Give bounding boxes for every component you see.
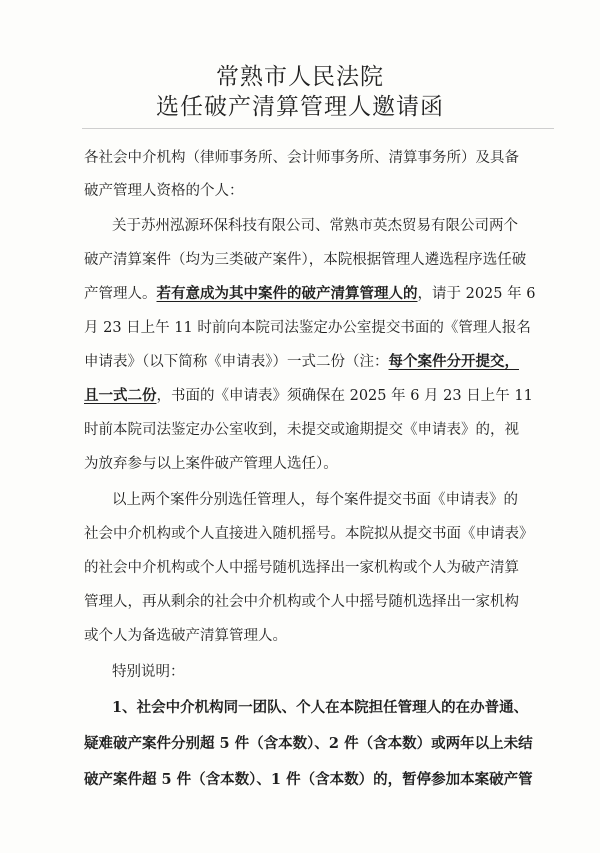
paragraph-2-line-5: 或个人为备选破产清算管理人。 [84,628,287,644]
paragraph-1-line-5 [84,352,554,372]
paragraph-1-line-3-a: 产管理人。 [84,286,157,302]
special-note-1-line-1: 1、社会中介机构同一团队、个人在本院担任管理人的在办普通、 [112,699,529,716]
paragraph-1-line-2: 破产清算案件（均为三类破产案件），本院根据管理人遴选程序选任破 [84,252,527,268]
emphasis-submit-separately: 每个案件分开提交， [388,353,519,370]
salutation-line-1: 各社会中介机构（律师事务所、会计师事务所、清算事务所）及具备 [84,150,519,166]
special-notes-heading: 特别说明： [112,664,185,680]
paragraph-2-line-1: 以上两个案件分别选任管理人，每个案件提交书面《申请表》的 [112,492,518,508]
paragraph-1-line-7: 时前本院司法鉴定办公室收到，未提交或逾期提交《申请表》的，视 [84,422,519,438]
paragraph-1-line-4: 月 23 日上午 11 时前向本院司法鉴定办公室提交书面的《管理人报名 [84,320,531,336]
emphasis-two-copies: 且一式二份 [84,387,157,404]
emphasis-intent: 若有意成为其中案件的破产清算管理人的 [156,285,418,302]
special-note-1-line-2: 疑难破产案件分别超 5 件（含本数）、2 件（含本数）或两年以上未结 [84,735,533,752]
paragraph-2-line-2: 社会中介机构或个人直接进入随机摇号。本院拟从提交书面《申请表》 [84,526,534,542]
paragraph-2-line-3: 的社会中介机构或个人中摇号随机选择出一家机构或个人为破产清算 [84,560,519,576]
court-name: 常熟市人民法院 [216,64,384,90]
document-title: 选任破产清算管理人邀请函 [156,94,444,120]
paragraph-2-line-4: 管理人，再从剩余的社会中介机构或个人中摇号随机选择出一家机构 [84,594,519,610]
header-divider [82,128,554,129]
paragraph-1-line-3-c: ，请于 2025 年 6 [417,286,536,302]
paragraph-1-line-6 [84,386,554,406]
special-note-1-line-3: 破产案件超 5 件（含本数）、1 件（含本数）的，暂停参加本案破产管 [84,771,533,788]
paragraph-1-line-3 [84,284,554,304]
paragraph-1-line-5-a: 申请表》（以下简称《申请表》）一式二份（注： [84,354,389,370]
paragraph-1-line-6-b: ，书面的《申请表》须确保在 2025 年 6 月 23 日上午 11 [156,388,533,404]
paragraph-1-line-1: 关于苏州泓源环保科技有限公司、常熟市英杰贸易有限公司两个 [112,218,518,234]
salutation-line-2: 破产管理人资格的个人： [84,183,244,199]
paragraph-1-line-8: 为放弃参与以上案件破产管理人选任）。 [84,456,338,472]
